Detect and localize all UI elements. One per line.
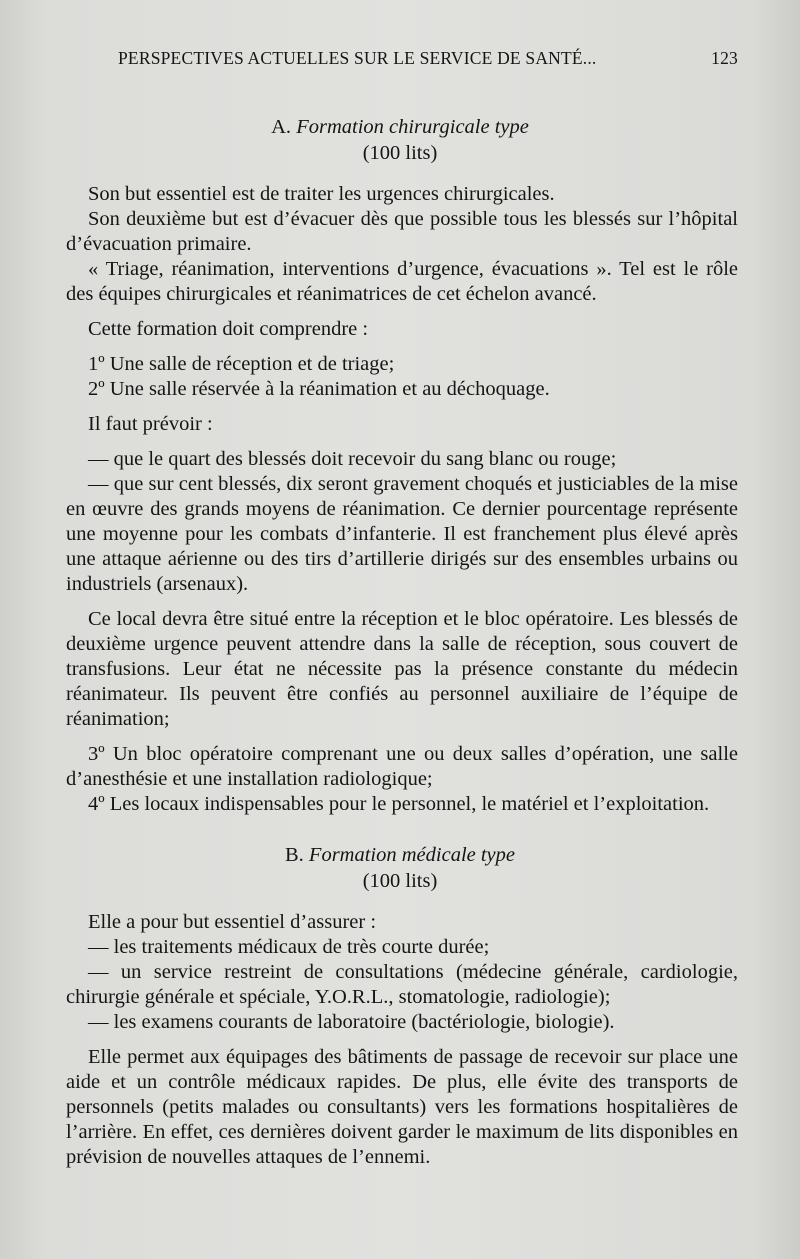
section-a-heading	[0, 114, 800, 166]
list-item: 4º Les locaux indispensables pour le personnel, le matériel et l’exploitation.	[88, 793, 710, 815]
paragraph: Elle permet aux équipages des bâtiments de passage de recevoir sur place une aide et un contrôle médicaux rapides. De plus, elle évite des transports de personnels (petits malades ou consultants) vers les formations hospitalières de l’arrière. En effet, ces dernières doivent garder le maximum de lits disponibles en prévision de nouvelles attaques de l’ennemi.	[66, 1046, 738, 1168]
paragraph: Ce local devra être situé entre la réception et le bloc opératoire. Les blessés de deuxième urgence peuvent attendre dans la salle de réception, sous couvert de transfusions. Leur état ne nécessite pas la présence constante du médecin réanimateur. Ils peuvent être confiés au personnel auxiliaire de l’équipe de réanimation;	[66, 608, 738, 730]
paragraph: Elle a pour but essentiel d’assurer :	[88, 911, 377, 933]
section-b-subtitle: (100 lits)	[362, 870, 438, 892]
section-a-subtitle: (100 lits)	[362, 142, 438, 164]
paragraph: Cette formation doit comprendre :	[88, 318, 369, 340]
list-item: — que sur cent blessés, dix seront gravement choqués et justiciables de la mise en œuvre des grands moyens de réanimation. Ce dernier pourcentage représente une moyenne pour les combats d’infanterie. Il est franchement plus élevé après une attaque aérienne ou des tirs d’artillerie dirigés sur des ensembles urbains ou industriels (arsenaux).	[66, 473, 738, 595]
section-b-heading	[0, 842, 800, 894]
paragraph: « Triage, réanimation, interventions d’urgence, évacuations ». Tel est le rôle des équipes chirurgicales et réanimatrices de cet échelon avancé.	[66, 258, 738, 305]
list-item: — que le quart des blessés doit recevoir du sang blanc ou rouge;	[88, 448, 617, 470]
list-item: 1º Une salle de réception et de triage;	[88, 353, 395, 375]
section-a-letter: A.	[271, 116, 292, 138]
running-title: PERSPECTIVES ACTUELLES SUR LE SERVICE DE SANTÉ...	[118, 48, 597, 68]
section-a-body	[66, 182, 738, 817]
page-number: 123	[711, 48, 738, 68]
list-item: — un service restreint de consultations (médecine générale, cardiologie, chirurgie générale et spéciale, Y.O.R.L., stomatologie, radiologie);	[66, 961, 738, 1008]
section-b-body	[66, 910, 738, 1170]
section-a-title: Formation chirurgicale type	[296, 116, 529, 138]
list-item: 2º Une salle réservée à la réanimation et au déchoquage.	[88, 378, 550, 400]
paragraph: Son but essentiel est de traiter les urgences chirurgicales.	[88, 183, 555, 205]
section-b-title: Formation médicale type	[308, 844, 516, 866]
list-item: — les traitements médicaux de très courte durée;	[88, 936, 490, 958]
paragraph: Son deuxième but est d’évacuer dès que possible tous les blessés sur l’hôpital d’évacuation primaire.	[66, 208, 738, 255]
list-item: — les examens courants de laboratoire (bactériologie, biologie).	[88, 1011, 615, 1033]
paragraph: Il faut prévoir :	[88, 413, 213, 435]
section-b-letter: B.	[284, 844, 304, 866]
list-item: 3º Un bloc opératoire comprenant une ou deux salles d’opération, une salle d’anesthésie et une installation radiologique;	[66, 743, 738, 790]
